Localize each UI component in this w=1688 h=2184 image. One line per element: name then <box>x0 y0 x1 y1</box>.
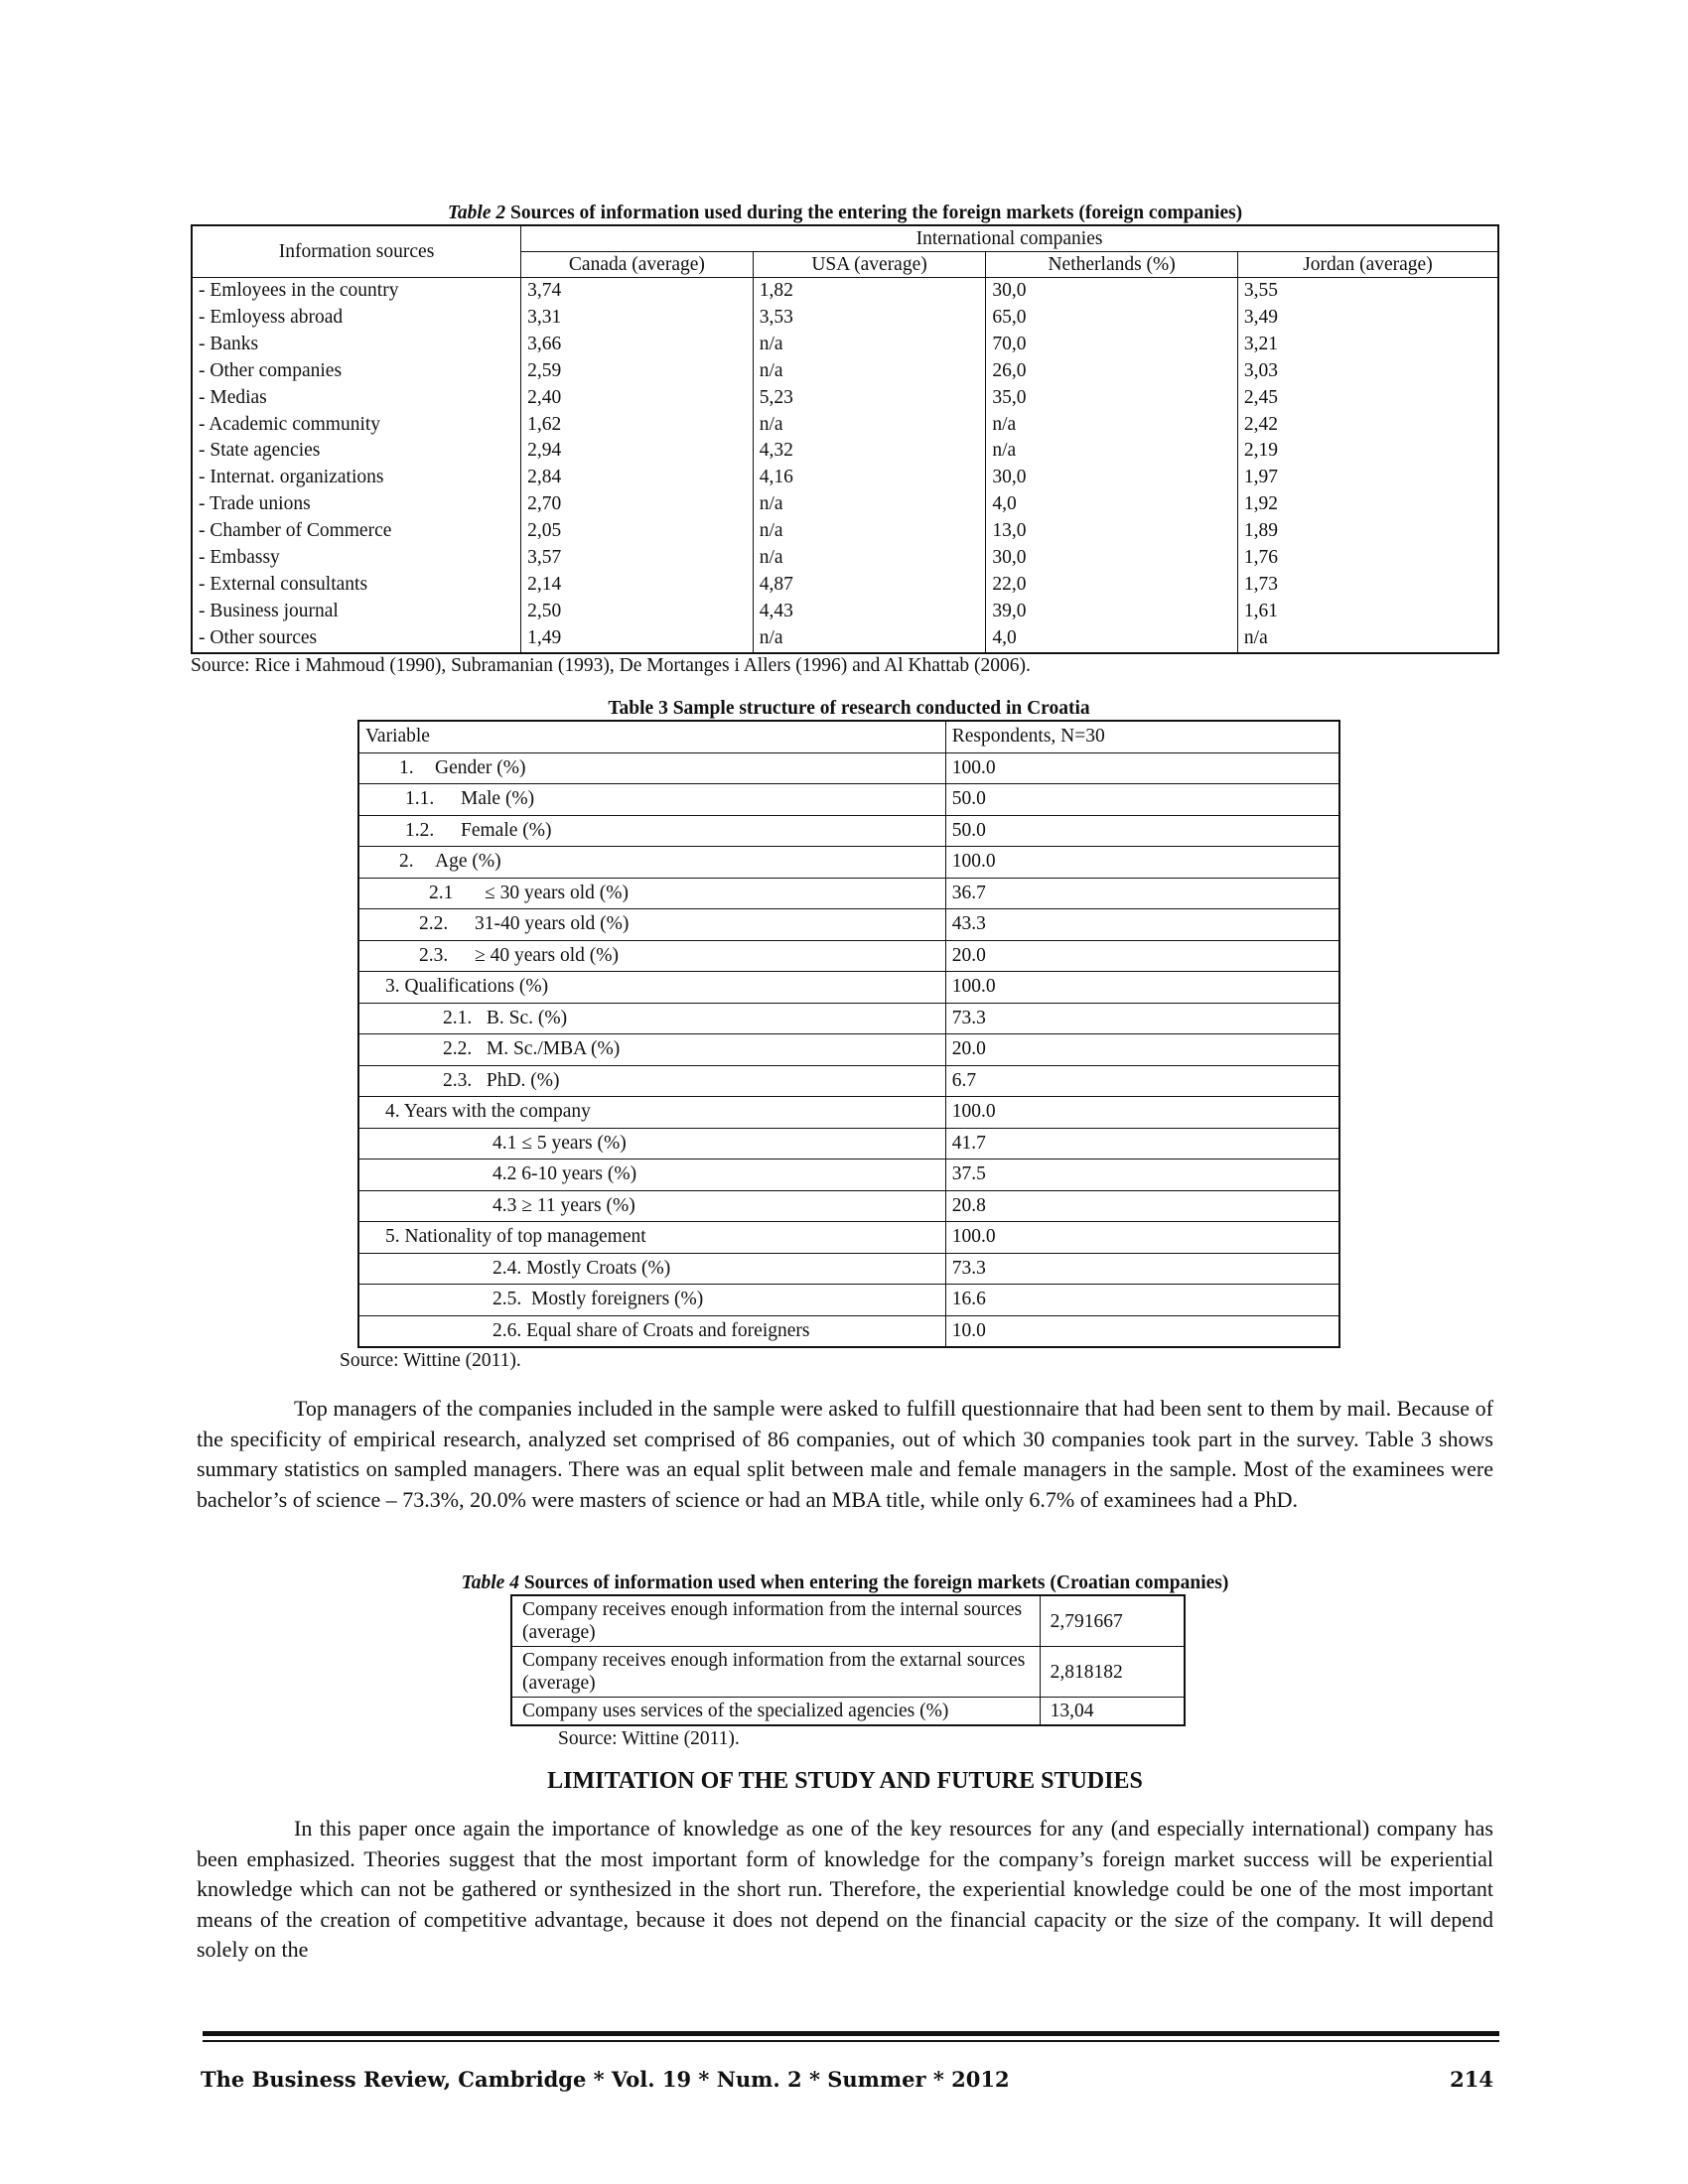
table-cell: 4,0 <box>986 491 1238 518</box>
respondents-value: 100.0 <box>945 1222 1339 1254</box>
table-row <box>192 412 1498 439</box>
table-2-caption: Table 2 Sources of information used during the entering the foreign markets (foreign companies) <box>447 203 1243 223</box>
variable-number: 2.3. <box>419 944 449 966</box>
variable-label: Gender (%) <box>435 756 526 778</box>
variable-label: 2.1. B. Sc. (%) <box>443 1007 568 1028</box>
variable-cell <box>358 815 945 847</box>
table-cell: 2,45 <box>1237 385 1498 412</box>
variable-cell <box>358 972 945 1004</box>
table-cell: 70,0 <box>986 332 1238 358</box>
table-cell: 2,05 <box>521 518 754 545</box>
table-cell: 2,50 <box>521 599 754 625</box>
variable-cell <box>358 784 945 816</box>
header-international-companies: International companies <box>521 225 1498 252</box>
variable-label: ≤ 30 years old (%) <box>485 882 629 903</box>
table-cell: 3,31 <box>521 305 754 332</box>
table-cell: 3,74 <box>521 278 754 305</box>
variable-cell <box>358 1097 945 1129</box>
row-label: - Banks <box>192 332 521 358</box>
table-cell: 5,23 <box>753 385 986 412</box>
table-cell: 3,53 <box>753 305 986 332</box>
table-row <box>358 847 1339 879</box>
table-cell: 2,70 <box>521 491 754 518</box>
table-cell: 2,42 <box>1237 412 1498 439</box>
variable-cell <box>358 909 945 941</box>
row-label: - Medias <box>192 385 521 412</box>
table-cell: 2,19 <box>1237 438 1498 465</box>
variable-label: 3. Qualifications (%) <box>385 976 549 997</box>
respondents-value: 41.7 <box>945 1128 1339 1160</box>
footer-rule-thick <box>203 2031 1499 2036</box>
variable-cell <box>358 1190 945 1222</box>
table-row <box>358 1097 1339 1129</box>
table-row <box>358 1315 1339 1347</box>
respondents-value: 20.8 <box>945 1190 1339 1222</box>
table-row <box>192 385 1498 412</box>
table-cell: 1,82 <box>753 278 986 305</box>
respondents-value: 100.0 <box>945 752 1339 784</box>
row-label: - Internat. organizations <box>192 465 521 491</box>
table-row <box>192 599 1498 625</box>
table-row <box>192 518 1498 545</box>
table-cell: 39,0 <box>986 599 1238 625</box>
header-variable: Variable <box>358 721 945 752</box>
table-row <box>511 1647 1185 1698</box>
variable-cell <box>358 1315 945 1347</box>
variable-label: 2.2. M. Sc./MBA (%) <box>443 1038 621 1059</box>
table-cell: n/a <box>753 625 986 653</box>
column-header: Jordan (average) <box>1237 252 1498 278</box>
table-cell: n/a <box>753 412 986 439</box>
table-row <box>358 972 1339 1004</box>
page-number: 214 <box>1450 2067 1493 2092</box>
respondents-value: 100.0 <box>945 1097 1339 1129</box>
variable-label: 2.4. Mostly Croats (%) <box>492 1257 671 1279</box>
respondents-value: 100.0 <box>945 972 1339 1004</box>
table-cell: 30,0 <box>986 465 1238 491</box>
variable-label: 31-40 years old (%) <box>475 913 630 934</box>
body-paragraph-2: In this paper once again the importance of knowledge as one of the key resources for any (and especially international) company has been emphasized. Theories suggest that the most important form of knowledge for the company’s foreign market success will be experiential knowledge which can not be gathered or synthesized in the short run. Therefore, the experiential knowledge could be one of the most important means of the creation of competitive advantage, because it does not depend on the financial capacity or the size of the company. It will depend solely on the <box>197 1816 1493 1962</box>
row-label: - Business journal <box>192 599 521 625</box>
table-cell: 4,87 <box>753 572 986 599</box>
respondents-value: 73.3 <box>945 1253 1339 1285</box>
row-label: - Chamber of Commerce <box>192 518 521 545</box>
table-row <box>192 305 1498 332</box>
table-3 <box>357 720 1340 1348</box>
respondents-value: 6.7 <box>945 1065 1339 1097</box>
table-row <box>511 1698 1185 1726</box>
variable-label: 2.6. Equal share of Croats and foreigners <box>492 1319 810 1341</box>
table-row <box>358 752 1339 784</box>
respondents-value: 20.0 <box>945 1034 1339 1066</box>
value-cell: 13,04 <box>1040 1698 1185 1726</box>
table-2-source: Source: Rice i Mahmoud (1990), Subramanian (1993), De Mortanges i Allers (1996) and Al Khattab (2006). <box>191 654 1031 676</box>
variable-label: 4.2 6-10 years (%) <box>492 1163 637 1184</box>
variable-cell <box>358 1160 945 1191</box>
variable-number: 1.2. <box>405 819 435 841</box>
table-row <box>192 278 1498 305</box>
respondents-value: 50.0 <box>945 815 1339 847</box>
table-cell: n/a <box>753 358 986 385</box>
variable-number: 2.1 <box>429 882 454 903</box>
footer-rule-thin <box>203 2040 1499 2042</box>
variable-label: Male (%) <box>461 788 535 809</box>
table-row <box>192 491 1498 518</box>
table-cell: 1,62 <box>521 412 754 439</box>
table-cell: 4,0 <box>986 625 1238 653</box>
column-header: Canada (average) <box>521 252 754 278</box>
variable-cell <box>358 1253 945 1285</box>
variable-label: Age (%) <box>435 851 501 872</box>
table-cell: 22,0 <box>986 572 1238 599</box>
variable-label: Female (%) <box>461 819 552 841</box>
table-cell: n/a <box>986 438 1238 465</box>
statement-cell: Company receives enough information from the internal sources (average) <box>511 1595 1040 1647</box>
respondents-value: 43.3 <box>945 909 1339 941</box>
table-cell: 1,89 <box>1237 518 1498 545</box>
row-label: - Other companies <box>192 358 521 385</box>
variable-label: 4. Years with the company <box>385 1101 591 1122</box>
row-label: - Emloyess abroad <box>192 305 521 332</box>
table-cell: 65,0 <box>986 305 1238 332</box>
variable-number: 2. <box>399 851 414 872</box>
table-row <box>192 572 1498 599</box>
variable-number: 1. <box>399 756 414 778</box>
table-cell: 2,84 <box>521 465 754 491</box>
table-cell: 1,73 <box>1237 572 1498 599</box>
column-header: USA (average) <box>753 252 986 278</box>
table-cell: n/a <box>753 518 986 545</box>
table-row <box>192 545 1498 572</box>
variable-cell <box>358 847 945 879</box>
respondents-value: 20.0 <box>945 940 1339 972</box>
variable-cell <box>358 1003 945 1034</box>
table-row <box>358 1065 1339 1097</box>
table-cell: 2,59 <box>521 358 754 385</box>
table-cell: 2,14 <box>521 572 754 599</box>
respondents-value: 73.3 <box>945 1003 1339 1034</box>
table-row <box>192 465 1498 491</box>
respondents-value: 10.0 <box>945 1315 1339 1347</box>
table-row <box>358 940 1339 972</box>
table-cell: 3,57 <box>521 545 754 572</box>
table-cell: n/a <box>753 491 986 518</box>
variable-number: 1.1. <box>405 788 435 809</box>
row-label: - Other sources <box>192 625 521 653</box>
table-cell: 30,0 <box>986 278 1238 305</box>
journal-citation: The Business Review, Cambridge * Vol. 19 * Num. 2 * Summer * 2012 <box>201 2067 1010 2092</box>
table-cell: 1,92 <box>1237 491 1498 518</box>
header-information-sources: Information sources <box>192 225 521 278</box>
table-3-caption: Table 3 Sample structure of research conducted in Croatia <box>608 698 1090 719</box>
table-row <box>192 625 1498 653</box>
variable-cell <box>358 878 945 909</box>
respondents-value: 100.0 <box>945 847 1339 879</box>
table-4 <box>510 1594 1186 1726</box>
table-row <box>358 909 1339 941</box>
table-cell: 3,55 <box>1237 278 1498 305</box>
respondents-value: 50.0 <box>945 784 1339 816</box>
row-label: - External consultants <box>192 572 521 599</box>
table-row <box>358 878 1339 909</box>
respondents-value: 37.5 <box>945 1160 1339 1191</box>
row-label: - Trade unions <box>192 491 521 518</box>
variable-label: 2.5. Mostly foreigners (%) <box>492 1289 704 1309</box>
variable-label: 4.1 ≤ 5 years (%) <box>492 1132 627 1154</box>
table-cell: 35,0 <box>986 385 1238 412</box>
statement-cell: Company receives enough information from the extarnal sources (average) <box>511 1647 1040 1698</box>
table-row <box>511 1595 1185 1647</box>
table-cell: 30,0 <box>986 545 1238 572</box>
table-cell: 1,61 <box>1237 599 1498 625</box>
variable-label: ≥ 40 years old (%) <box>475 944 619 966</box>
variable-cell <box>358 1222 945 1254</box>
table-cell: 3,21 <box>1237 332 1498 358</box>
variable-cell <box>358 1065 945 1097</box>
table-cell: 1,97 <box>1237 465 1498 491</box>
table-cell: 2,94 <box>521 438 754 465</box>
table-row <box>358 1285 1339 1316</box>
table-row <box>358 815 1339 847</box>
table-row <box>358 1160 1339 1191</box>
row-label: - State agencies <box>192 438 521 465</box>
row-label: - Emloyees in the country <box>192 278 521 305</box>
header-respondents: Respondents, N=30 <box>945 721 1339 752</box>
table-cell: 1,49 <box>521 625 754 653</box>
table-row <box>192 358 1498 385</box>
table-row <box>358 1190 1339 1222</box>
table-cell: 4,43 <box>753 599 986 625</box>
table-cell: n/a <box>986 412 1238 439</box>
table-cell: 13,0 <box>986 518 1238 545</box>
column-header: Netherlands (%) <box>986 252 1238 278</box>
row-label: - Embassy <box>192 545 521 572</box>
table-2 <box>191 224 1499 654</box>
value-cell: 2,791667 <box>1040 1595 1185 1647</box>
body-paragraph-1: Top managers of the companies included in the sample were asked to fulfill questionnaire that had been sent to them by mail. Because of the specificity of empirical research, analyzed set comprised of 86 companies, out of which 30 companies took part in the survey. Table 3 shows summary statistics on sampled managers. There was an equal split between male and female managers in the sample. Most of the examinees were bachelor’s of science – 73.3%, 20.0% were masters of science or had an MBA title, while only 6.7% of examinees had a PhD. <box>197 1396 1493 1512</box>
table-row <box>358 1003 1339 1034</box>
variable-cell <box>358 752 945 784</box>
variable-label: 4.3 ≥ 11 years (%) <box>492 1194 635 1216</box>
variable-number: 2.2. <box>419 913 449 934</box>
variable-label: 5. Nationality of top management <box>385 1226 646 1247</box>
table-cell: 1,76 <box>1237 545 1498 572</box>
table-row <box>358 1034 1339 1066</box>
respondents-value: 36.7 <box>945 878 1339 909</box>
table-4-source: Source: Wittine (2011). <box>558 1728 740 1749</box>
variable-cell <box>358 940 945 972</box>
statement-cell: Company uses services of the specialized agencies (%) <box>511 1698 1040 1726</box>
table-cell: 3,03 <box>1237 358 1498 385</box>
table-3-block <box>340 698 1340 1374</box>
table-cell: 4,16 <box>753 465 986 491</box>
table-cell: 3,66 <box>521 332 754 358</box>
page-footer <box>201 2067 1493 2092</box>
table-row <box>358 784 1339 816</box>
table-cell: 3,49 <box>1237 305 1498 332</box>
table-2-block <box>191 203 1499 678</box>
table-row <box>358 1253 1339 1285</box>
table-row <box>358 1128 1339 1160</box>
table-3-source: Source: Wittine (2011). <box>340 1350 521 1371</box>
table-4-caption: Table 4 Sources of information used when entering the foreign markets (Croatian companies) <box>461 1572 1229 1593</box>
table-row <box>192 438 1498 465</box>
variable-label: 2.3. PhD. (%) <box>443 1069 560 1091</box>
table-cell: 26,0 <box>986 358 1238 385</box>
table-cell: n/a <box>753 332 986 358</box>
variable-cell <box>358 1128 945 1160</box>
table-row <box>192 332 1498 358</box>
respondents-value: 16.6 <box>945 1285 1339 1316</box>
table-cell: n/a <box>1237 625 1498 653</box>
table-cell: 4,32 <box>753 438 986 465</box>
table-4-block <box>510 1594 1186 1752</box>
table-cell: n/a <box>753 545 986 572</box>
table-cell: 2,40 <box>521 385 754 412</box>
section-heading: LIMITATION OF THE STUDY AND FUTURE STUDIES <box>547 1768 1143 1794</box>
variable-cell <box>358 1034 945 1066</box>
table-row <box>358 1222 1339 1254</box>
value-cell: 2,818182 <box>1040 1647 1185 1698</box>
row-label: - Academic community <box>192 412 521 439</box>
variable-cell <box>358 1285 945 1316</box>
